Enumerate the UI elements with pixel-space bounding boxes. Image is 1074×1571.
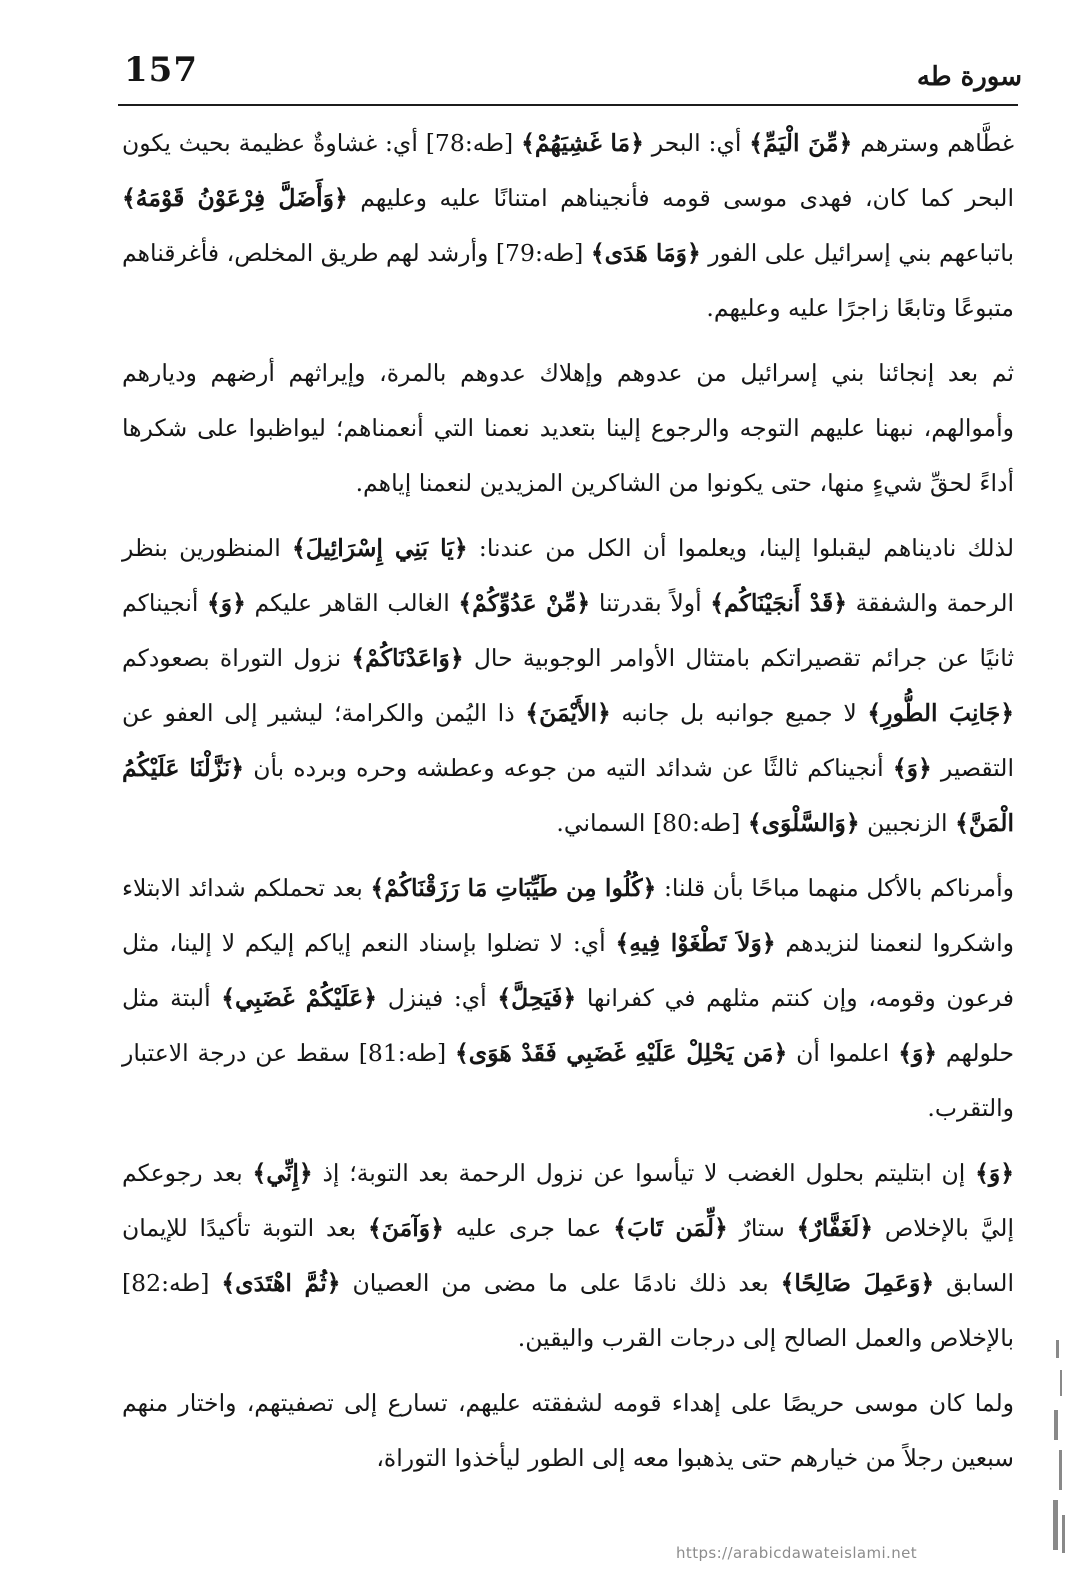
quran-quote: ﴿نَزَّلْنَا عَلَيْكُمُ الْمَنَّ﴾ <box>122 754 1014 837</box>
commentary-text: أولاً بقدرتنا <box>590 589 711 617</box>
paragraph <box>122 1376 1014 1486</box>
paragraph <box>122 861 1014 1136</box>
commentary-text: بعد رجوعكم إليَّ بالإخلاص <box>122 1159 1015 1242</box>
commentary-text: المنظورين بنظر الرحمة والشفقة <box>122 534 1015 617</box>
quran-quote: ﴿يَا بَنِي إِسْرَائِيلَ﴾ <box>292 534 468 562</box>
quran-quote: ﴿لِّمَن تَابَ﴾ <box>613 1214 728 1242</box>
paragraph <box>122 346 1014 511</box>
quran-quote: ﴿لَغَفَّارٌ﴾ <box>796 1214 874 1242</box>
quran-quote: ﴿وَآمَنَ﴾ <box>368 1214 444 1242</box>
commentary-text: باتباعهم بني إسرائيل على الفور <box>700 239 1014 267</box>
quran-quote: ﴿مِّنْ عَدُوِّكُمْ﴾ <box>458 589 591 617</box>
commentary-text: ولما كان موسى حريصًا على إهداء قومه لشفقته عليهم، تسارع إلى تصفيتهم، واختار منهم سبعين رجلاً من خيارهم حتى يذهبوا معه إلى الطور ليأخذوا التوراة، <box>122 1389 1014 1472</box>
quran-quote: ﴿وَعَمِلَ صَالِحًا﴾ <box>780 1269 935 1297</box>
commentary-text: لذلك ناديناهم ليقبلوا إلينا، ويعلموا أن الكل من عندنا: <box>467 534 1014 562</box>
commentary-text: الغالب القاهر عليكم <box>245 589 459 617</box>
commentary-text: بعد تحملكم شدائد الابتلاء واشكروا لنعمنا لنزيدهم <box>122 874 1014 957</box>
commentary-text: ألبتة مثل حلولهم <box>122 984 1014 1067</box>
surah-title: سورة طه <box>916 62 1022 92</box>
commentary-text: اعلموا أن <box>787 1039 899 1067</box>
header-rule <box>118 104 1018 106</box>
quran-quote: ﴿إِنِّي﴾ <box>252 1159 313 1187</box>
quran-quote: ﴿مَا غَشِيَهُمْ﴾ <box>521 129 644 157</box>
commentary-text: غطَّاهم وسترهم <box>852 129 1015 157</box>
commentary-text: أي: فينزل <box>377 984 498 1012</box>
commentary-text: لا جميع جوانبه بل جانبه <box>610 699 868 727</box>
quran-quote: ﴿وَ﴾ <box>892 754 932 782</box>
paragraph <box>122 116 1014 336</box>
commentary-text: أي: البحر <box>643 129 750 157</box>
commentary-text: [طه:80] السماني. <box>556 809 748 837</box>
paragraph <box>122 1146 1014 1366</box>
watermark-url: https://arabicdawateislami.net <box>676 1544 918 1562</box>
quran-quote: ﴿وَ﴾ <box>975 1159 1015 1187</box>
quran-quote: ﴿جَانِبَ الطُّورِ﴾ <box>867 699 1014 727</box>
quran-quote: ﴿الأَيْمَنَ﴾ <box>525 699 611 727</box>
quran-quote: ﴿وَأَضَلَّ فِرْعَوْنُ قَوْمَهُ﴾ <box>122 184 348 212</box>
quran-quote: ﴿فَيَحِلَّ﴾ <box>497 984 577 1012</box>
quran-quote: ﴿وَلاَ تَطْغَوْا فِيهِ﴾ <box>615 929 776 957</box>
quran-quote: ﴿وَ﴾ <box>898 1039 938 1067</box>
quran-quote: ﴿وَمَا هَدَى﴾ <box>590 239 701 267</box>
scan-edge-smudge <box>1048 1330 1070 1560</box>
commentary-text: عما جرى عليه <box>443 1214 614 1242</box>
commentary-text: أنجيناكم ثالثًا عن شدائد التيه من جوعه وعطشه وحره وبرده بأن <box>244 754 893 782</box>
quran-quote: ﴿كُلُوا مِن طَيِّبَاتِ مَا رَزَقْنَاكُمْ﴾ <box>370 874 657 902</box>
commentary-text: [طه:78] أي: غشاوةٌ عظيمة بحيث يكون البحر كما كان، فهدى موسى قومه فأنجيناهم امتنانًا عليه وعليهم <box>122 129 1015 212</box>
quran-quote: ﴿وَاعَدْنَاكُمْ﴾ <box>351 644 464 672</box>
quran-quote: ﴿مَن يَحْلِلْ عَلَيْهِ غَضَبِي فَقَدْ هَوَى﴾ <box>455 1039 788 1067</box>
quran-quote: ﴿مِّنَ الْيَمِّ﴾ <box>749 129 853 157</box>
commentary-text: أي: لا تضلوا بإسناد النعم إياكم إليكم لا إلينا، مثل فرعون وقومه، وإن كنتم مثلهم في كفرانها <box>122 929 1015 1012</box>
page-header <box>118 50 1028 106</box>
commentary-text: بعد ذلك نادمًا على ما مضى من العصيان <box>340 1269 781 1297</box>
commentary-text: [طه:79] وأرشد لهم طريق المخلص، فأغرقناهم متبوعًا وتابعًا زاجرًا عليه وعليهم. <box>122 239 1014 322</box>
quran-quote: ﴿ثُمَّ اهْتَدَى﴾ <box>221 1269 341 1297</box>
commentary-text: ثم بعد إنجائنا بني إسرائيل من عدوهم وإهلاك عدوهم بالمرة، وإيراثهم أرضهم وديارهم وأموالهم، نبهنا عليهم التوجه والرجوع إلينا بتعديد نعمنا التي أنعمناهم؛ ليواظبوا على شكرها أداءً لحقِّ شيءٍ منها، حتى يكونوا من الشاكرين المزيدين لنعمنا إياهم. <box>122 359 1014 497</box>
commentary-text: نزول التوراة بصعودكم <box>122 644 352 672</box>
commentary-text: أنجيناكم ثانيًا عن جرائم تقصيراتكم بامتثال الأوامر الوجوبية حال <box>122 589 1014 672</box>
quran-quote: ﴿عَلَيْكُمْ غَضَبِي﴾ <box>221 984 378 1012</box>
quran-quote: ﴿وَ﴾ <box>207 589 246 617</box>
paragraph <box>122 521 1014 851</box>
page-number: 157 <box>124 50 198 90</box>
commentary-text: ذا اليُمن والكرامة؛ ليشير إلى العفو عن التقصير <box>122 699 1014 782</box>
commentary-text: الزنجبين <box>859 809 956 837</box>
commentary-text: [طه:81] سقط عن درجة الاعتبار والتقرب. <box>122 1039 1014 1122</box>
commentary-text: بعد التوبة تأكيدًا للإيمان السابق <box>122 1214 1014 1297</box>
commentary-text: [طه:82] بالإخلاص والعمل الصالح إلى درجات القرب واليقين. <box>122 1269 1014 1352</box>
commentary-text: ستارٌ <box>727 1214 797 1242</box>
commentary-text: وأمرناكم بالأكل منهما مباحًا بأن قلنا: <box>656 874 1014 902</box>
body-text <box>122 116 1014 1496</box>
commentary-text: إن ابتليتم بحلول الغضب لا تيأسوا عن نزول الرحمة بعد التوبة؛ إذ <box>312 1159 976 1187</box>
quran-quote: ﴿وَالسَّلْوَى﴾ <box>747 809 860 837</box>
quran-quote: ﴿قَدْ أَنجَيْنَاكُم﴾ <box>710 589 848 617</box>
